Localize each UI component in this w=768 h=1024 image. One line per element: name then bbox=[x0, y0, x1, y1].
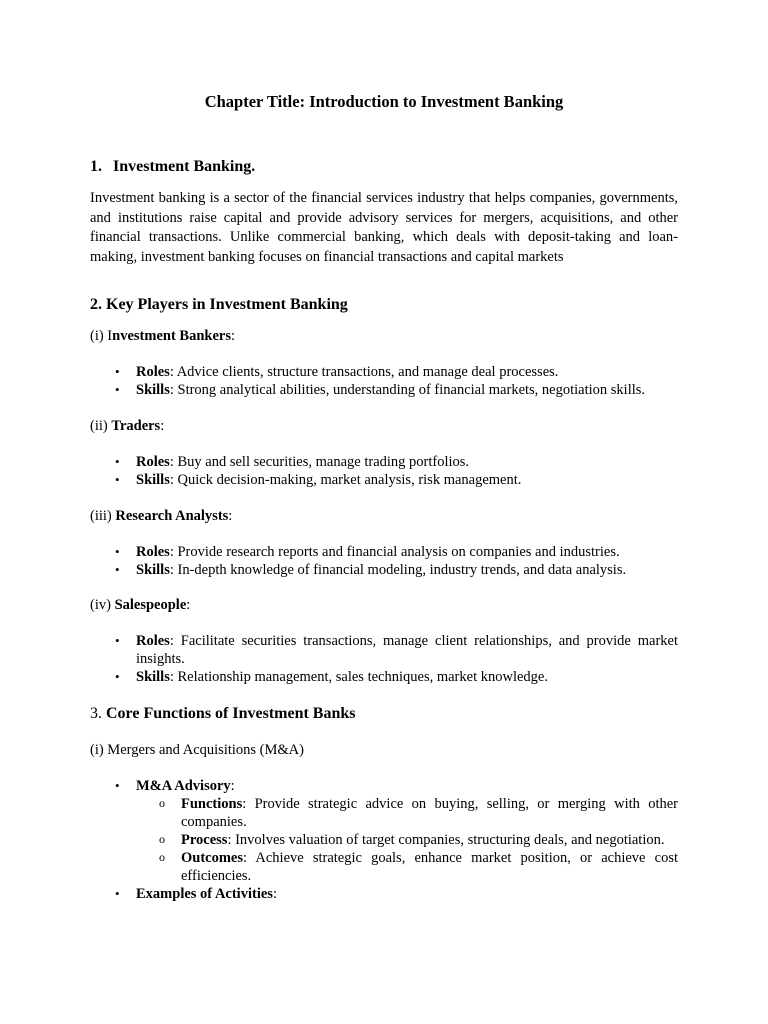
list-item: • M&A Advisory: o Functions: Provide strategic advice on buying, selling, or merging with other companies. o Process: Involves valuation of target companies, structuring deals, and negotiation. o Outcomes: Achieve strategic goals, enhance market position, or achieve cost efficiencies. bbox=[136, 777, 678, 885]
sublist-item: o Process: Involves valuation of target companies, structuring deals, and negotiation. bbox=[181, 831, 678, 849]
section-3-heading: 3. Core Functions of Investment Banks bbox=[90, 705, 356, 722]
ma-advisory-sublist bbox=[181, 795, 678, 885]
player-heading-investment-bankers: (i) Investment Bankers: bbox=[90, 328, 235, 344]
list-item: • Skills: Strong analytical abilities, understanding of financial markets, negotiation skills. bbox=[136, 381, 678, 399]
section-1-paragraph: Investment banking is a sector of the financial services industry that helps companies, governments, and institutions raise capital and provide advisory services for mergers, acquisitions, and other financial transactions. Unlike commercial banking, which deals with deposit-taking and loan-making, investment banking focuses on financial transactions and capital markets bbox=[90, 190, 678, 265]
research-analysts-list bbox=[136, 543, 678, 579]
traders-list bbox=[136, 453, 678, 489]
list-item: • Skills: In-depth knowledge of financial modeling, industry trends, and data analysis. bbox=[136, 561, 678, 579]
ma-subheading: (i) Mergers and Acquisitions (M&A) bbox=[90, 742, 304, 758]
player-heading-traders: (ii) Traders: bbox=[90, 418, 165, 434]
section-1-title: Investment Banking. bbox=[113, 158, 256, 175]
section-2-heading: 2. Key Players in Investment Banking bbox=[90, 296, 348, 313]
list-item: • Examples of Activities: bbox=[136, 885, 678, 903]
list-item: • Roles: Provide research reports and financial analysis on companies and industries. bbox=[136, 543, 678, 561]
list-item: • Roles: Advice clients, structure transactions, and manage deal processes. bbox=[136, 363, 678, 381]
sublist-item: o Functions: Provide strategic advice on buying, selling, or merging with other companies. bbox=[181, 795, 678, 831]
investment-bankers-list bbox=[136, 363, 678, 399]
section-1-number: 1. bbox=[90, 158, 102, 175]
salespeople-list bbox=[136, 632, 678, 686]
chapter-title: Chapter Title: Introduction to Investment Banking bbox=[204, 92, 564, 111]
ma-list bbox=[136, 777, 678, 903]
list-item: • Roles: Facilitate securities transactions, manage client relationships, and provide market insights. bbox=[136, 632, 678, 668]
section-1-heading bbox=[90, 158, 678, 176]
list-item: • Roles: Buy and sell securities, manage trading portfolios. bbox=[136, 453, 678, 471]
player-heading-salespeople: (iv) Salespeople: bbox=[90, 597, 191, 613]
list-item: • Skills: Relationship management, sales techniques, market knowledge. bbox=[136, 668, 678, 686]
list-item: • Skills: Quick decision-making, market analysis, risk management. bbox=[136, 471, 678, 489]
player-heading-research-analysts: (iii) Research Analysts: bbox=[90, 508, 233, 524]
sublist-item: o Outcomes: Achieve strategic goals, enhance market position, or achieve cost efficiencies. bbox=[181, 849, 678, 885]
